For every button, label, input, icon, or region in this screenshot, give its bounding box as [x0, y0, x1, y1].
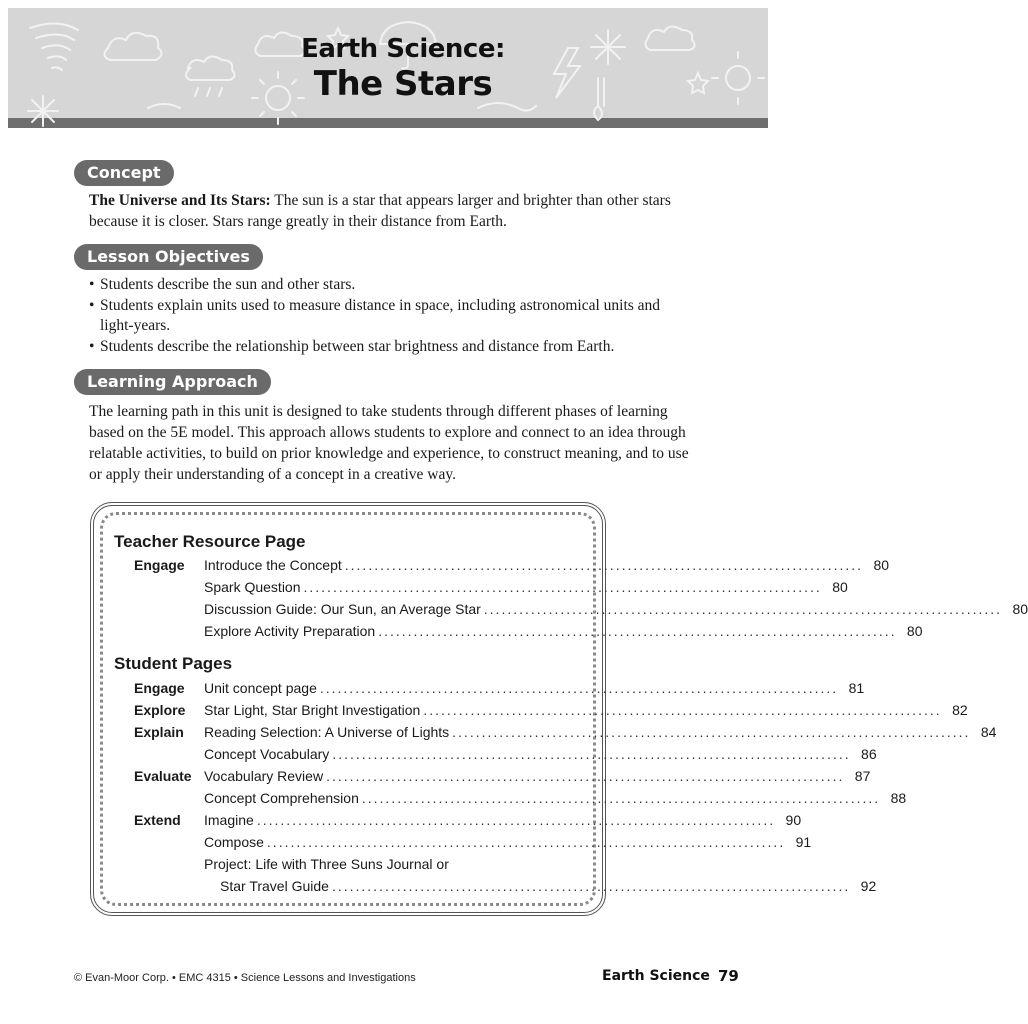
toc-row — [134, 554, 890, 576]
toc-page-number: 87 — [854, 768, 871, 784]
footer-copyright: © Evan-Moor Corp. • EMC 4315 • Science Lessons and Investigations — [74, 972, 416, 984]
toc-entry: Concept Comprehension — [204, 790, 359, 806]
toc-page-number: 90 — [785, 812, 802, 828]
toc-row — [134, 831, 812, 853]
toc-page-number: 80 — [1012, 601, 1028, 617]
concept-lead: The Universe and Its Stars: — [89, 192, 271, 209]
toc-page-number: 81 — [848, 680, 865, 696]
concept-paragraph — [89, 190, 689, 232]
dot-leader: ........................................................................................ — [483, 601, 1003, 617]
footer-section-name: Earth Science — [602, 968, 710, 984]
dot-leader: ........................................................................................ — [326, 768, 845, 784]
dot-leader: ........................................................................................ — [378, 623, 897, 639]
objectives-list — [89, 275, 689, 357]
student-pages-heading: Student Pages — [114, 654, 233, 673]
toc-entry: Unit concept page — [204, 680, 317, 696]
toc-page-number: 80 — [906, 623, 923, 639]
title-line-2: The Stars — [313, 64, 493, 104]
objective-item: • Students describe the relationship between star brightness and distance from Earth. — [89, 337, 689, 358]
concept-body: The sun is a star that appears larger and brighter than other stars because it is closer. Stars range greatly in their distance from Earth. — [89, 192, 671, 230]
approach-heading: Learning Approach — [74, 369, 271, 395]
toc-phase: Evaluate — [134, 768, 192, 784]
toc-phase: Explore — [134, 702, 186, 718]
toc-entry: Star Light, Star Bright Investigation — [204, 702, 421, 718]
toc-phase: Extend — [134, 812, 181, 828]
dot-leader: ........................................................................................ — [361, 790, 881, 806]
toc-entry: Introduce the Concept — [204, 557, 342, 573]
toc-row — [134, 721, 997, 743]
toc-entry: Star Travel Guide — [220, 878, 329, 894]
toc-row — [134, 699, 968, 721]
toc-phase: Explain — [134, 724, 184, 740]
toc-row — [134, 620, 923, 642]
dot-leader: ........................................................................................ — [266, 834, 786, 850]
toc-page-number: 82 — [952, 702, 968, 718]
dot-leader: ........................................................................................ — [303, 579, 822, 595]
toc-row — [134, 576, 848, 598]
toc-page-number: 84 — [980, 724, 997, 740]
toc-page-number: 80 — [832, 579, 848, 595]
footer-page-number: 79 — [718, 967, 739, 985]
toc-page-number: 80 — [873, 557, 890, 573]
approach-paragraph: The learning path in this unit is designed to take students through different phases of learning based on the 5E model. This approach allows students to explore and connect to an idea through relatable activities, to build on prior knowledge and experience, to construct meaning, and to use or apply their understanding of a concept in a creative way. — [89, 403, 689, 483]
toc-entry: Compose — [204, 834, 264, 850]
toc-row — [134, 875, 877, 897]
toc-row — [134, 677, 865, 699]
dot-leader: ........................................................................................ — [344, 557, 864, 573]
toc-row — [134, 853, 575, 875]
toc-row — [134, 743, 877, 765]
teacher-resource-heading: Teacher Resource Page — [114, 532, 306, 551]
page-title — [8, 34, 798, 104]
toc-phase: Engage — [134, 557, 185, 573]
objective-item: • Students describe the sun and other stars. — [89, 275, 689, 296]
objectives-heading: Lesson Objectives — [74, 244, 263, 270]
toc-entry: Concept Vocabulary — [204, 746, 330, 762]
dot-leader: ........................................................................................ — [319, 680, 839, 696]
toc-page-number: 88 — [890, 790, 907, 806]
toc-entry: Project: Life with Three Suns Journal or — [204, 856, 449, 872]
toc-entry: Imagine — [204, 812, 254, 828]
toc-row — [134, 787, 907, 809]
dot-leader: ........................................................................................ — [332, 746, 851, 762]
toc-page-number: 91 — [795, 834, 812, 850]
dot-leader: ........................................................................................ — [331, 878, 851, 894]
dot-leader: ........................................................................................ — [423, 702, 942, 718]
concept-heading: Concept — [74, 160, 174, 186]
toc-row — [134, 765, 871, 787]
header-banner — [8, 8, 768, 128]
toc-entry: Reading Selection: A Universe of Lights — [204, 724, 450, 740]
toc-page-number: 92 — [860, 878, 877, 894]
toc-entry: Discussion Guide: Our Sun, an Average Star — [204, 601, 481, 617]
toc-entry: Spark Question — [204, 579, 301, 595]
toc-row — [134, 809, 802, 831]
dot-leader: ........................................................................................ — [256, 812, 776, 828]
dot-leader: ........................................................................................ — [452, 724, 971, 740]
title-line-1: Earth Science: — [301, 34, 505, 64]
objective-item: • Students explain units used to measure distance in space, including astronomical units and light-years. — [89, 296, 689, 337]
toc-page-number: 86 — [861, 746, 877, 762]
toc-entry: Explore Activity Preparation — [204, 623, 376, 639]
toc-entry: Vocabulary Review — [204, 768, 324, 784]
toc-phase: Engage — [134, 680, 185, 696]
toc-row — [134, 598, 1028, 620]
